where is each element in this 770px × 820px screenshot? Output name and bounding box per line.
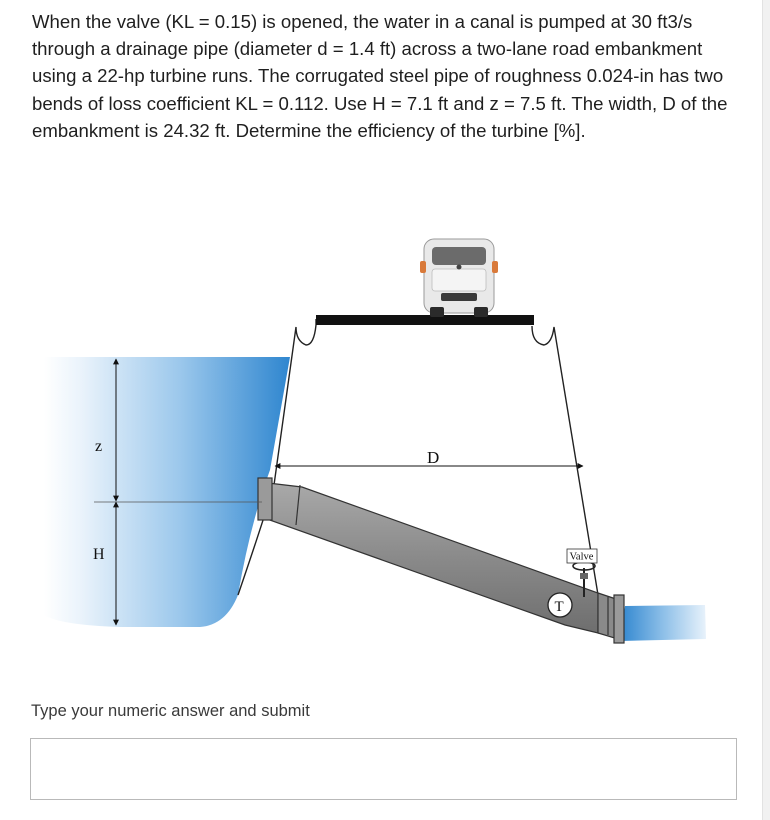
page-scrollbar[interactable] xyxy=(762,0,770,820)
d-label: D xyxy=(427,448,440,467)
valve-label: Valve xyxy=(569,551,594,563)
turbine-label: T xyxy=(554,599,564,615)
car-icon xyxy=(420,239,498,317)
z-label: z xyxy=(95,438,103,455)
answer-input[interactable] xyxy=(30,738,737,800)
outlet-water xyxy=(620,605,706,641)
embankment-diagram xyxy=(0,195,762,670)
h-label: H xyxy=(93,546,105,563)
canal-water xyxy=(44,357,290,627)
question-text: When the valve (KL = 0.15) is opened, the water in a canal is pumped at 30 ft3/s through a drainage pipe (diameter d = 1.4 ft) across a two-lane road embankment using a 22-hp turbine runs. The corrugated steel pipe of roughness 0.024-in has two bends of loss coefficient KL = 0.112. Use H = 7.1 ft and z = 7.5 ft. The width, D of the embankment is 24.32 ft. Determine the efficiency of the turbine [%]. xyxy=(32,11,728,141)
road-surface xyxy=(316,315,534,325)
answer-prompt: Type your numeric answer and submit xyxy=(31,702,310,720)
